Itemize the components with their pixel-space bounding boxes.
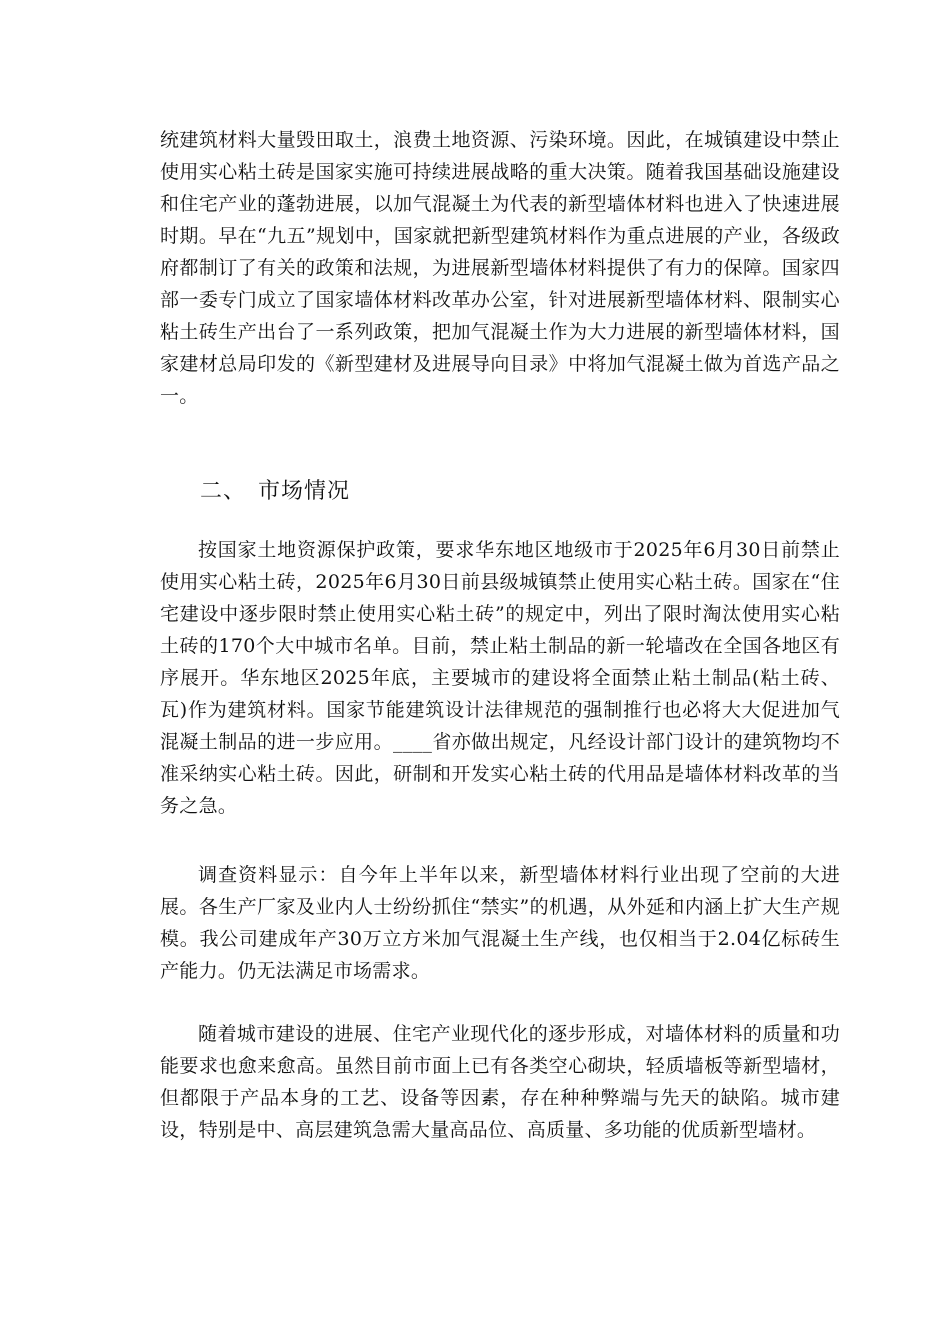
demand-paragraph: 随着城市建设的进展、住宅产业现代化的逐步形成，对墙体材料的质量和功能要求也愈来愈高。虽然目前市面上已有各类空心砌块，轻质墙板等新型墙材，但都限于产品本身的工艺、设备等因素，存在种种弊端与先天的缺陷。城市建设，特别是中、高层建筑急需大量高品位、高质量、多功能的优质新型墙材。 bbox=[160, 1023, 840, 1141]
survey-paragraph: 调查资料显示：自今年上半年以来，新型墙体材料行业出现了空前的大进展。各生产厂家及业内人士纷纷抓住“禁实”的机遇，从外延和内涵上扩大生产规模。我公司建成年产30万立方米加气混凝土生产线，也仅相当于2.04亿标砖生产能力。仍无法满足市场需求。 bbox=[160, 864, 840, 982]
intro-paragraph: 统建筑材料大量毁田取土，浪费土地资源、污染环境。因此，在城镇建设中禁止使用实心粘土砖是国家实施可持续进展战略的重大决策。随着我国基础设施建设和住宅产业的蓬勃进展，以加气混凝土为代表的新型墙体材料也进入了快速进展时期。早在“九五”规划中，国家就把新型建筑材料作为重点进展的产业，各级政府都制订了有关的政策和法规，为进展新型墙体材料提供了有力的保障。国家四部一委专门成立了国家墙体材料改革办公室，针对进展新型墙体材料、限制实心粘土砖生产出台了一系列政策，把加气混凝土作为大力进展的新型墙体材料，国家建材总局印发的《新型建材及进展导向目录》中将加气混凝土做为首选产品之一。 bbox=[160, 129, 840, 407]
policy-paragraph: 按国家土地资源保护政策，要求华东地区地级市于2025年6月30日前禁止使用实心粘土砖，2025年6月30日前县级城镇禁止使用实心粘土砖。国家在“住宅建设中逐步限时禁止使用实心粘土砖”的规定中，列出了限时淘汰使用实心粘土砖的170个大中城市名单。目前，禁止粘土制品的新一轮墙改在全国各地区有序展开。华东地区2025年底，主要城市的建设将全面禁止粘土制品(粘土砖、瓦)作为建筑材料。国家节能建筑设计法律规范的强制推行也必将大大促进加气混凝土制品的进一步应用。____省亦做出规定，凡经设计部门设计的建筑物均不准采纳实心粘土砖。因此，研制和开发实心粘土砖的代用品是墙体材料改革的当务之急。 bbox=[160, 539, 840, 817]
section-number: 二、 bbox=[200, 479, 247, 504]
section-heading bbox=[200, 476, 350, 508]
section-title: 市场情况 bbox=[258, 479, 351, 504]
